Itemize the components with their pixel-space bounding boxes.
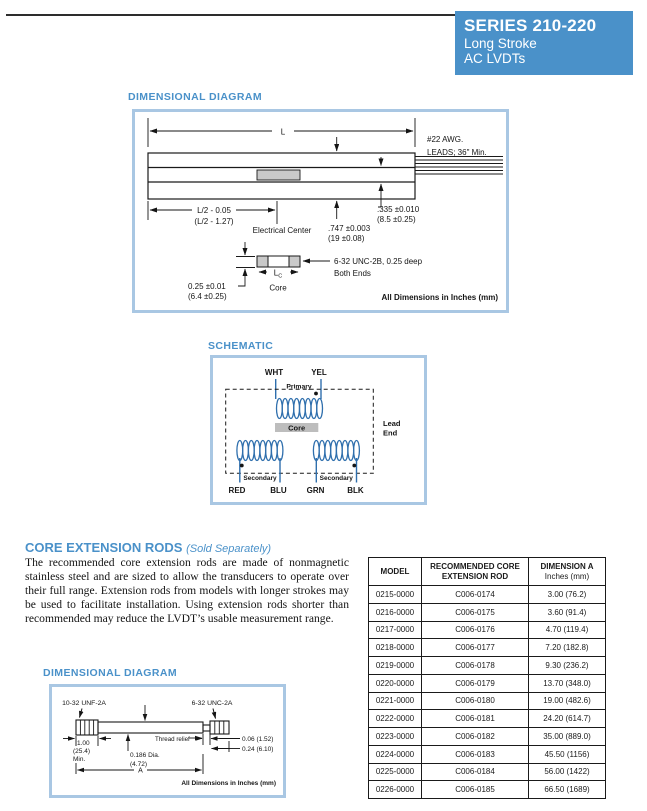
table-row <box>369 586 606 604</box>
table-row <box>369 781 606 799</box>
dim-cell: 7.20 (182.8) <box>529 639 606 657</box>
model-cell: 0223-0000 <box>369 728 422 746</box>
dim-024-label: 0.24 (6.10) <box>242 746 274 753</box>
model-cell: 0218-0000 <box>369 639 422 657</box>
dim-025-label-2: (6.4 ±0.25) <box>188 292 227 301</box>
all-dimensions-note: All Dimensions in Inches (mm) <box>381 293 498 302</box>
model-cell: 0221-0000 <box>369 692 422 710</box>
core-extension-rods-table <box>368 557 606 799</box>
rod-cell: C006-0177 <box>422 639 529 657</box>
lc-main: L <box>273 268 279 278</box>
dim-diagram-2-title: DIMENSIONAL DIAGRAM <box>43 667 177 679</box>
core-rods-title: CORE EXTENSION RODS <box>25 540 183 555</box>
dim-cell: 35.00 (889.0) <box>529 728 606 746</box>
min-label-2: (25.4) <box>73 748 90 755</box>
secondary-left-polarity-dot <box>240 464 244 468</box>
schematic-title: SCHEMATIC <box>208 340 274 352</box>
core-rods-paragraph: The recommended core extension rods are made of nonmagnetic stainless steel and are sized to allow the transducers to operate over their full range. Extension rods from models with longer strokes may be used to facilitate installation. Using extension rods shorter than recommended may reduce the LVDT’s usable measurement range. <box>25 556 349 625</box>
model-cell: 0217-0000 <box>369 621 422 639</box>
dim-006-label: 0.06 (1.52) <box>242 736 274 743</box>
dim-747-label-1: .747 ±0.003 <box>328 224 371 233</box>
model-header-text: MODEL <box>380 566 410 576</box>
yel-lead-label: YEL <box>311 368 327 377</box>
thread-relief-label: Thread relief <box>155 736 190 743</box>
thread-label-2: Both Ends <box>334 269 371 278</box>
table-row <box>369 674 606 692</box>
dim-cell: 66.50 (1689) <box>529 781 606 799</box>
grn-lead-label: GRN <box>306 486 325 495</box>
thread-label-1: 6-32 UNC-2B, 0.25 deep <box>334 257 423 266</box>
dim-cell: 13.70 (348.0) <box>529 674 606 692</box>
dim-335-label-1: .335 ±0.010 <box>377 205 420 214</box>
top-rule <box>6 14 455 16</box>
dim-335-label-2: (8.5 ±0.25) <box>377 215 416 224</box>
min-label-3: Min. <box>73 756 86 763</box>
dim-L2-label-1: L/2 - 0.05 <box>197 206 231 215</box>
rod-cell: C006-0180 <box>422 692 529 710</box>
dim-cell: 56.00 (1422) <box>529 763 606 781</box>
rod-cell: C006-0178 <box>422 657 529 675</box>
all-dimensions-note: All Dimensions in Inches (mm) <box>181 780 276 787</box>
model-cell: 0216-0000 <box>369 603 422 621</box>
dim-cell: 45.50 (1156) <box>529 745 606 763</box>
table-row <box>369 710 606 728</box>
rod-cell: C006-0184 <box>422 763 529 781</box>
table-row <box>369 603 606 621</box>
model-header <box>369 558 422 586</box>
secondary-right-polarity-dot <box>352 464 356 468</box>
dia-label-1: 0.186 Dia. <box>130 752 160 759</box>
dim-A-label: A <box>138 767 143 775</box>
min-label-1: 1.00 <box>77 740 90 747</box>
dim-cell: 24.20 (614.7) <box>529 710 606 728</box>
model-cell: 0222-0000 <box>369 710 422 728</box>
rod-header <box>422 558 529 586</box>
primary-polarity-dot <box>314 392 318 396</box>
dim-header-line1: DIMENSION A <box>540 562 594 571</box>
dim-cell: 3.60 (91.4) <box>529 603 606 621</box>
series-header <box>455 11 633 75</box>
table-header-row <box>369 558 606 586</box>
rod-cell: C006-0175 <box>422 603 529 621</box>
dim-cell: 4.70 (119.4) <box>529 621 606 639</box>
lead-end-label-2: End <box>383 428 398 438</box>
dim-747-label-2: (19 ±0.08) <box>328 234 365 243</box>
rod-cell: C006-0179 <box>422 674 529 692</box>
secondary-right-label: Secondary <box>319 475 353 482</box>
unf-thread-label: 10-32 UNF-2A <box>62 700 106 707</box>
lead-end-label-1: Lead <box>383 419 401 428</box>
red-lead-label: RED <box>228 486 246 495</box>
awg-label-1: #22 AWG. <box>427 135 464 144</box>
dim-L-label: L <box>280 127 286 137</box>
core-label: Core <box>269 283 287 293</box>
rod-cell: C006-0176 <box>422 621 529 639</box>
electrical-center-label: Electrical Center <box>252 226 312 235</box>
unc-thread-label: 6-32 UNC-2A <box>191 700 233 707</box>
model-cell: 0226-0000 <box>369 781 422 799</box>
rod-cell: C006-0183 <box>422 745 529 763</box>
model-cell: 0215-0000 <box>369 586 422 604</box>
rod-cell: C006-0182 <box>422 728 529 746</box>
blu-lead-label: BLU <box>270 486 287 495</box>
dim-025-label-1: 0.25 ±0.01 <box>188 282 226 291</box>
rod-header-line1: RECOMMENDED CORE <box>430 562 520 571</box>
dim-cell: 9.30 (236.2) <box>529 657 606 675</box>
dim-cell: 3.00 (76.2) <box>529 586 606 604</box>
awg-label-2: LEADS; 36" Min. <box>427 148 487 157</box>
table-row <box>369 657 606 675</box>
dim-diagram-1-title: DIMENSIONAL DIAGRAM <box>128 91 262 103</box>
dimensional-diagram-2 <box>49 684 286 798</box>
schematic-diagram <box>210 355 427 505</box>
model-cell: 0220-0000 <box>369 674 422 692</box>
model-cell: 0225-0000 <box>369 763 422 781</box>
rod-header-line2: EXTENSION ROD <box>441 571 509 581</box>
core-rods-subtitle: (Sold Separately) <box>186 543 272 555</box>
rod-cell: C006-0174 <box>422 586 529 604</box>
dim-header <box>529 558 606 586</box>
core-rods-heading <box>25 540 271 555</box>
dim-header-line2: Inches (mm) <box>544 571 590 581</box>
table-row <box>369 728 606 746</box>
wht-lead-label: WHT <box>264 368 284 377</box>
lc-sub: C <box>278 273 283 280</box>
table-row <box>369 621 606 639</box>
secondary-left-label: Secondary <box>243 475 277 482</box>
model-cell: 0224-0000 <box>369 745 422 763</box>
dim-cell: 19.00 (482.6) <box>529 692 606 710</box>
table-row <box>369 763 606 781</box>
dimensional-diagram-1 <box>132 109 509 313</box>
series-subtitle-2: AC LVDTs <box>464 51 526 66</box>
dia-label-2: (4.72) <box>130 761 147 768</box>
rod-cell: C006-0181 <box>422 710 529 728</box>
model-cell: 0219-0000 <box>369 657 422 675</box>
dim-L2-label-2: (L/2 - 1.27) <box>194 217 234 226</box>
blk-lead-label: BLK <box>347 486 364 495</box>
series-subtitle-1: Long Stroke <box>464 36 537 51</box>
rod-cell: C006-0185 <box>422 781 529 799</box>
table-row <box>369 692 606 710</box>
primary-label: Primary <box>286 383 312 391</box>
table-row <box>369 745 606 763</box>
table-row <box>369 639 606 657</box>
core-inside-body <box>257 170 300 180</box>
series-title: SERIES 210-220 <box>464 16 597 35</box>
core-bar-label: Core <box>288 423 306 433</box>
